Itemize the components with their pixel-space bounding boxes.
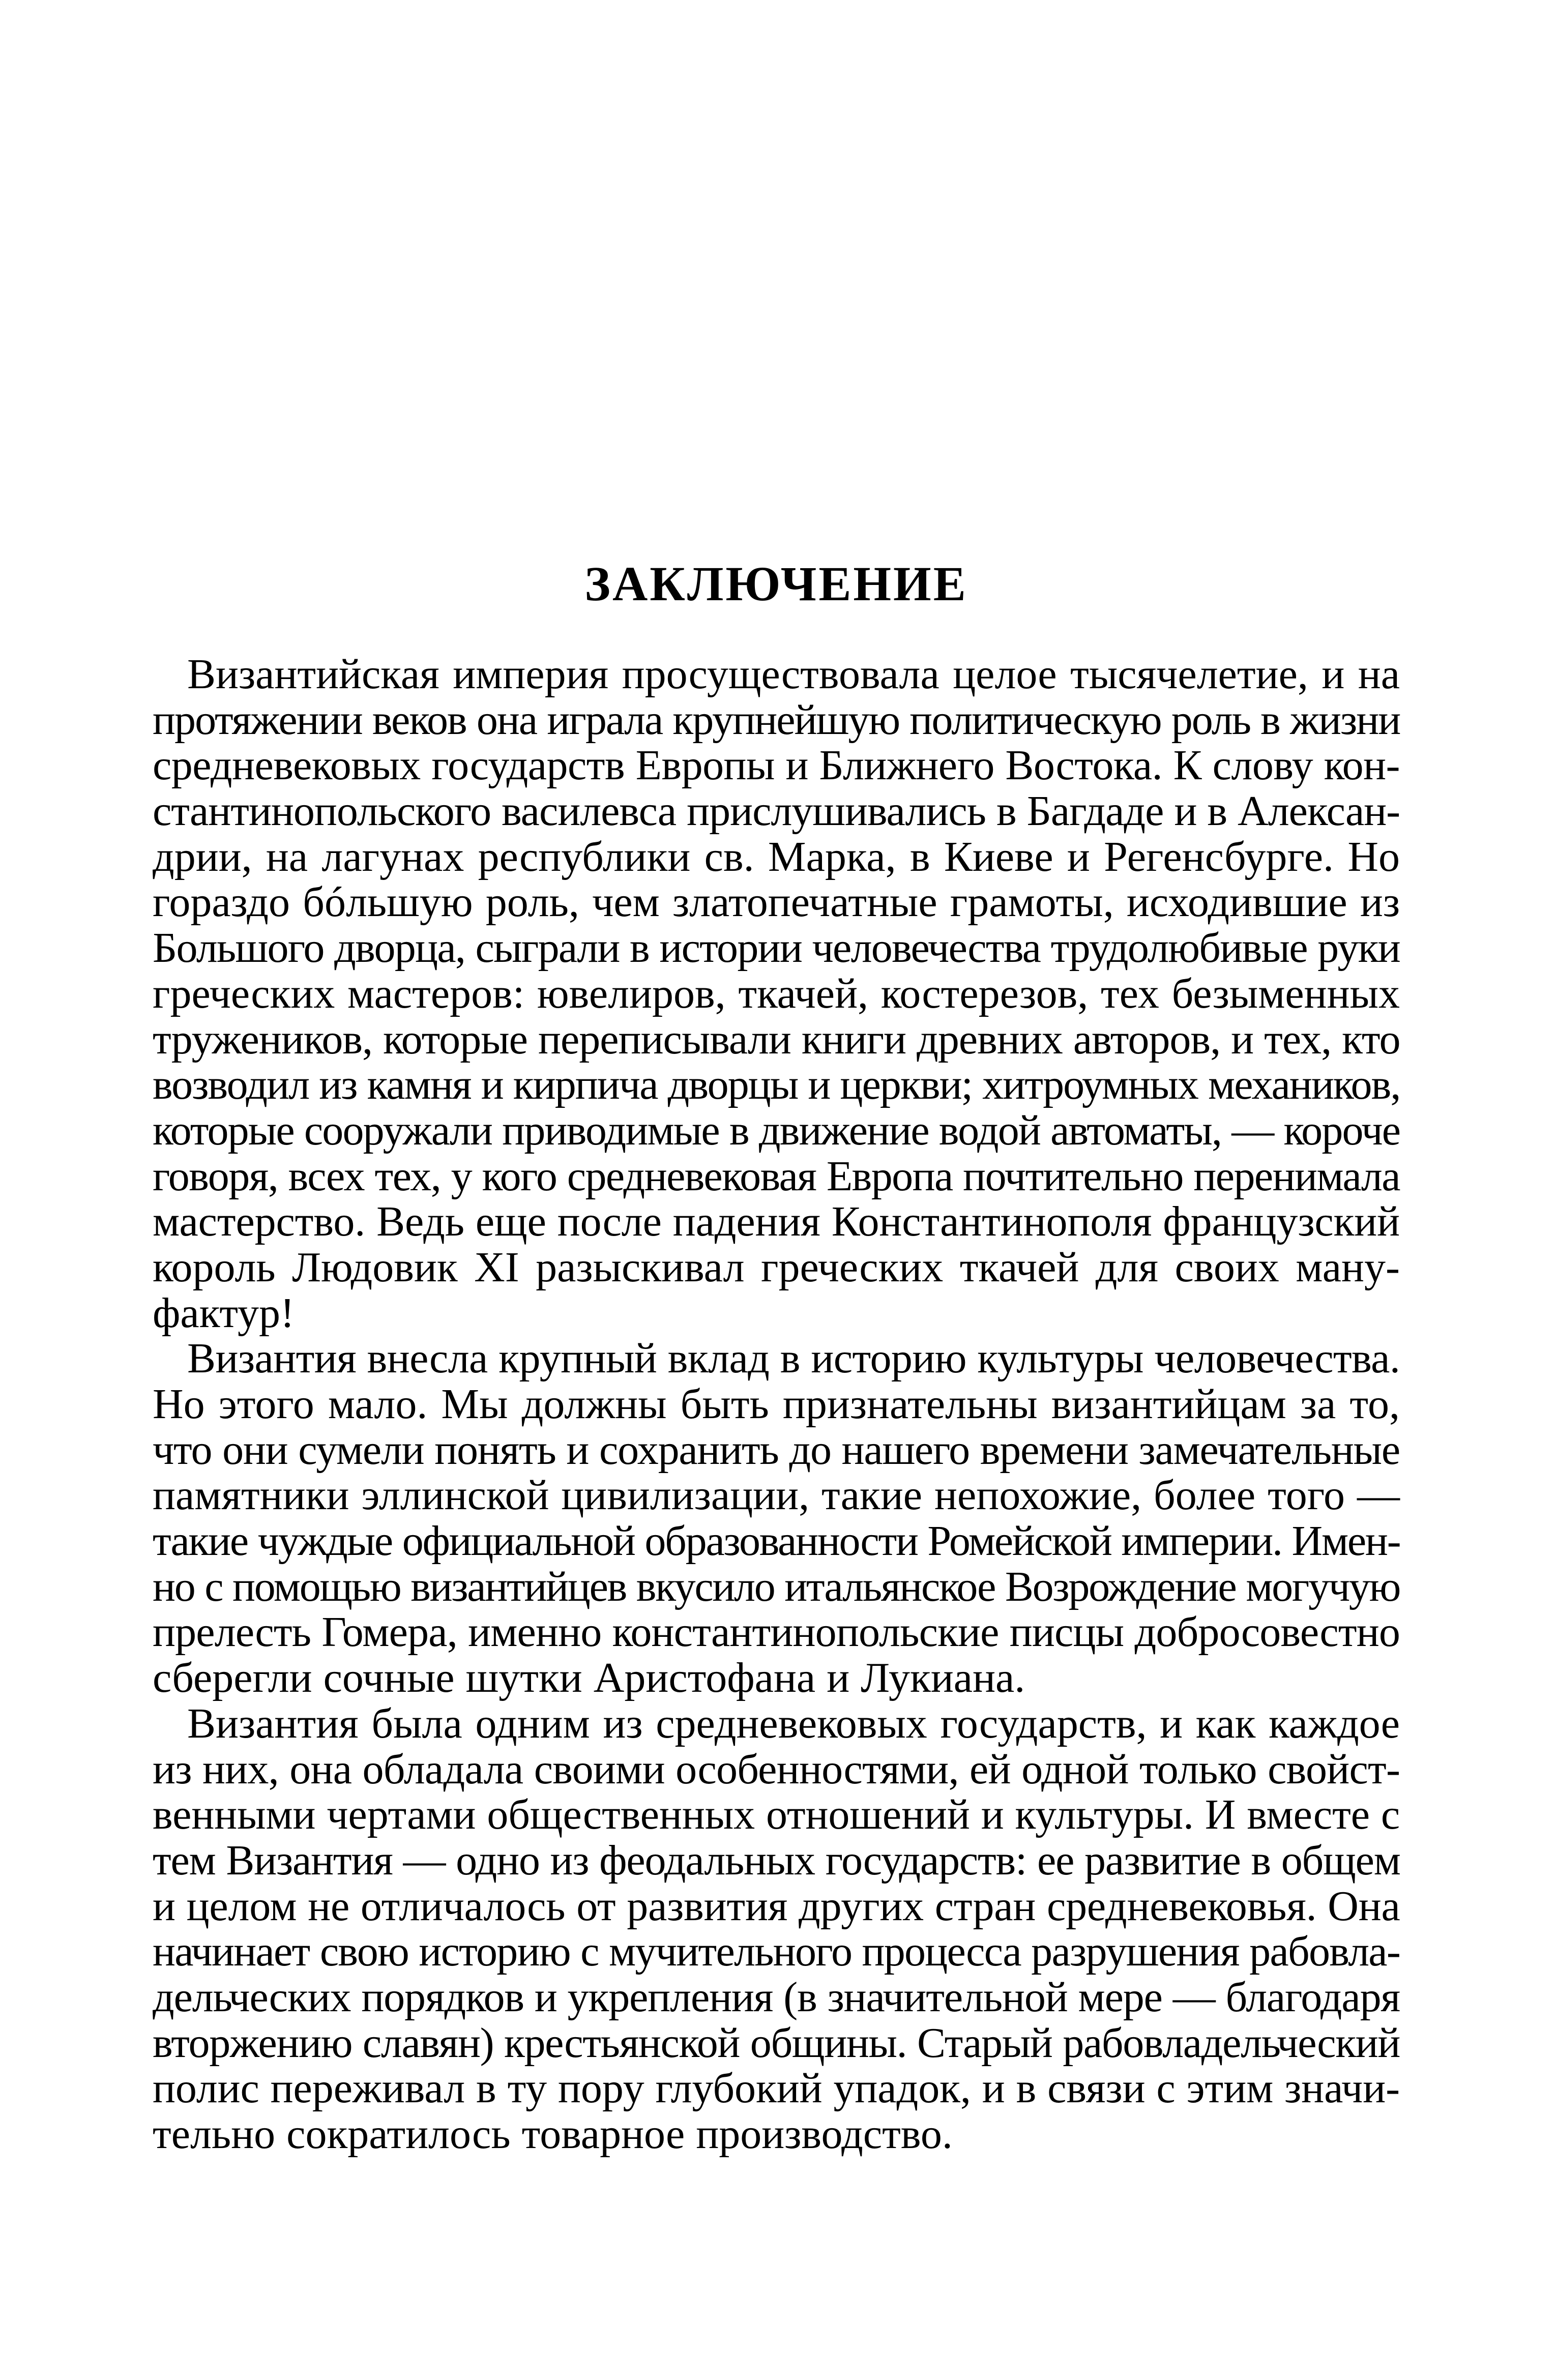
text-line: такие чуждые официальной образованности Ромейской империи. Имен- [153,1517,1400,1565]
text-line: Большого дворца, сыграли в истории человечества трудолюбивые руки [153,924,1400,972]
text-line: гораздо бóльшую роль, чем златопечатные грамоты, исходившие из [153,878,1400,926]
text-line: и целом не отличалось от развития других стран средневековья. Она [153,1882,1400,1930]
text-line: Но этого мало. Мы должны быть признательны византийцам за то, [153,1380,1400,1428]
text-line: тельно сократилось товарное производство. [153,2110,953,2158]
text-line: тружеников, которые переписывали книги древних авторов, и тех, кто [153,1015,1400,1063]
text-line: тем Византия — одно из феодальных государств: ее развитие в общем [153,1836,1400,1884]
text-line: средневековых государств Европы и Ближнего Востока. К слову кон- [153,742,1400,789]
text-line: венными чертами общественных отношений и культуры. И вместе с [153,1791,1400,1839]
text-line: вторжению славян) крестьянской общины. Старый рабовладельческий [153,2019,1400,2067]
text-line: возводил из камня и кирпича дворцы и церкви; хитроумных механиков, [153,1061,1400,1109]
text-line: дельческих порядков и укрепления (в значительной мере — благодаря [153,1973,1400,2021]
text-line: что они сумели понять и сохранить до нашего времени замечательные [153,1426,1400,1474]
text-line: Византия была одним из средневековых государств, и как каждое [187,1699,1400,1747]
text-line: но с помощью византийцев вкусило итальянское Возрождение могучую [153,1563,1400,1610]
text-line: прелесть Гомера, именно константинопольские писцы добросовестно [153,1608,1400,1656]
text-line: стантинопольского василевса прислушивались в Багдаде и в Алексан- [153,787,1400,835]
text-line: говоря, всех тех, у кого средневековая Европа почтительно перенимала [153,1152,1400,1200]
text-line: начинает свою историю с мучительного процесса разрушения рабовла- [153,1928,1400,1976]
text-line: сберегли сочные шутки Аристофана и Лукиана. [153,1654,1025,1702]
text-line: дрии, на лагунах республики св. Марка, в Киеве и Регенсбурге. Но [153,833,1400,880]
text-line: полис переживал в ту пору глубокий упадок, и в связи с этим значи- [153,2065,1400,2112]
text-line: фактур! [153,1289,295,1337]
chapter-title: ЗАКЛЮЧЕНИЕ [584,556,968,611]
text-line: мастерство. Ведь еще после падения Константинополя французский [153,1198,1400,1246]
text-line: памятники эллинской цивилизации, такие непохожие, более того — [153,1472,1400,1519]
text-line: король Людовик XI разыскивал греческих ткачей для своих ману- [153,1243,1400,1291]
text-line: греческих мастеров: ювелиров, ткачей, костерезов, тех безыменных [153,969,1400,1017]
body-text [153,652,1400,2157]
text-line: которые сооружали приводимые в движение водой автоматы, — короче [153,1106,1400,1154]
text-line: Византия внесла крупный вклад в историю культуры человечества. [187,1335,1400,1383]
text-line: Византийская империя просуществовала целое тысячелетие, и на [187,651,1400,698]
text-line: протяжении веков она играла крупнейшую политическую роль в жизни [153,696,1400,744]
text-line: из них, она обладала своими особенностями, ей одной только свойст- [153,1745,1400,1793]
